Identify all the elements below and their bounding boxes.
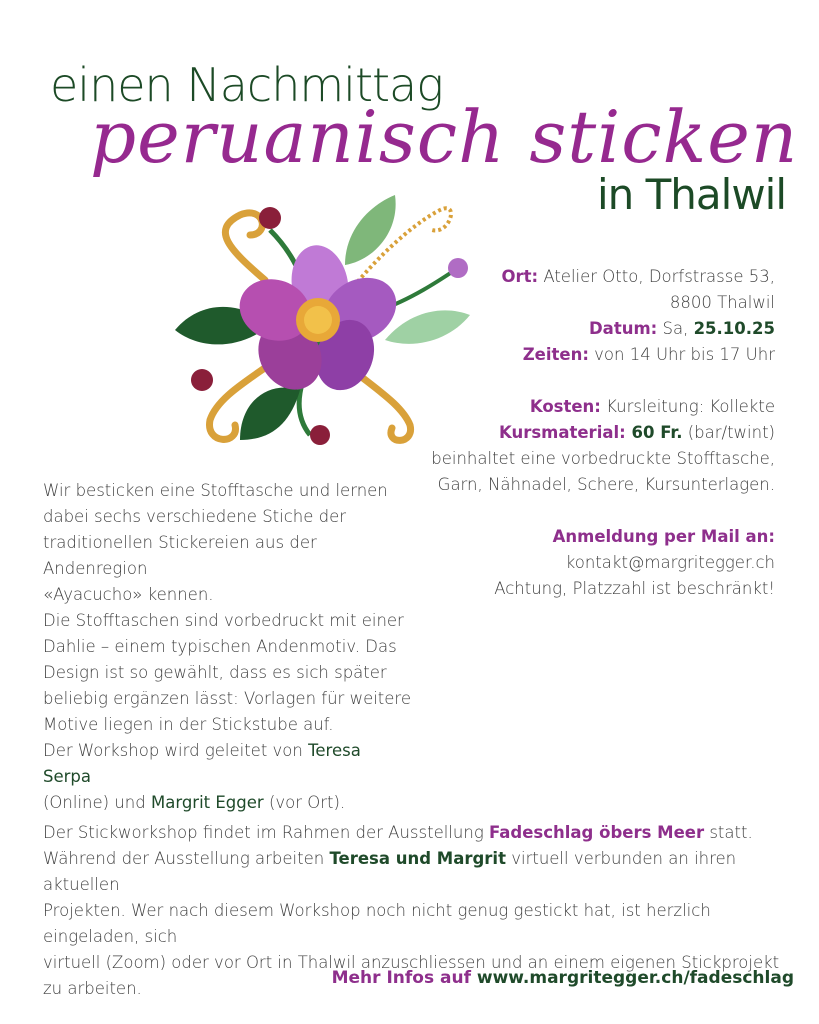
capacity-note: Achtung, Platzzahl ist beschränkt!: [494, 579, 775, 598]
instructor-name-2: Margrit Egger: [150, 793, 264, 812]
cost-line: [415, 394, 775, 420]
footer-label: Mehr Infos auf: [331, 968, 477, 988]
location-label: Ort:: [501, 267, 539, 286]
date-label: Datum:: [588, 319, 658, 338]
title-line-1: einen Nachmittag: [50, 58, 443, 112]
artist-names: Teresa und Margrit: [329, 849, 506, 868]
location-city: 8800 Thalwil: [669, 293, 775, 312]
description-line: traditionellen Stickereien aus der Andenregion: [43, 533, 317, 578]
material-payment: (bar/twint): [682, 423, 775, 442]
paragraph-line: virtuell (Zoom) oder vor Ort in Thalwil anzuschliessen und an einem eigenen Stickprojekt zu arbeiten.: [43, 953, 780, 998]
material-line: [415, 420, 775, 446]
paragraph-text: statt.: [704, 823, 753, 842]
paragraph-line: [43, 846, 803, 898]
material-desc-2: Garn, Nähnadel, Schere, Kursunterlagen.: [437, 475, 775, 494]
description-line: Die Stofftaschen sind vorbedruckt mit einer: [43, 611, 404, 630]
description-line: beliebig ergänzen lässt: Vorlagen für weitere: [43, 689, 411, 708]
description-line: Design ist so gewählt, dass es sich später: [43, 663, 387, 682]
time-value: von 14 Uhr bis 17 Uhr: [588, 345, 775, 364]
time-line: [415, 342, 775, 368]
footer-link[interactable]: www.margritegger.ch/fadeschlag: [476, 968, 794, 988]
paragraph-line: [43, 820, 803, 846]
description-line: «Ayacucho» kennen.: [43, 585, 214, 604]
event-info-block: [415, 264, 775, 602]
description-line: [43, 790, 413, 816]
exhibition-name: Fadeschlag öbers Meer: [488, 823, 705, 842]
paragraph-text: virtuell verbunden an ihren aktuellen: [43, 849, 737, 894]
location-line: [415, 264, 775, 290]
description-line: Dahlie – einem typischen Andenmotiv. Das: [43, 637, 397, 656]
description-text: Der Workshop wird geleitet von: [43, 741, 309, 760]
title-line-3: in Thalwil: [597, 170, 787, 219]
description-text: (vor Ort).: [263, 793, 346, 812]
footer-info: [332, 968, 794, 988]
workshop-description: [43, 478, 413, 816]
description-line: Motive liegen in der Stickstube auf.: [43, 715, 334, 734]
registration-email[interactable]: kontakt@margritegger.ch: [565, 553, 775, 572]
registration-label: Anmeldung per Mail an:: [552, 527, 775, 546]
instructor-name-1: Teresa Serpa: [43, 741, 361, 786]
description-line: dabei sechs verschiedene Stiche der: [43, 507, 347, 526]
material-label: Kursmaterial:: [498, 423, 626, 442]
date-value: 25.10.25: [693, 319, 775, 338]
description-text: (Online) und: [43, 793, 151, 812]
cost-label: Kosten:: [529, 397, 601, 416]
cost-value: Kursleitung: Kollekte: [600, 397, 775, 416]
location-value: Atelier Otto, Dorfstrasse 53,: [538, 267, 775, 286]
paragraph-line: Projekten. Wer nach diesem Workshop noch nicht genug gestickt hat, ist herzlich eingeladen, sich: [43, 901, 711, 946]
paragraph-text: Der Stickworkshop findet im Rahmen der Ausstellung: [43, 823, 489, 842]
date-line: [415, 316, 775, 342]
time-label: Zeiten:: [522, 345, 589, 364]
material-price: 60 Fr.: [625, 423, 683, 442]
paragraph-text: Während der Ausstellung arbeiten: [43, 849, 330, 868]
material-desc-1: beinhaltet eine vorbedruckte Stofftasche,: [431, 449, 775, 468]
date-prefix: Sa,: [657, 319, 694, 338]
description-line: [43, 738, 413, 790]
description-line: Wir besticken eine Stofftasche und lernen: [43, 481, 388, 500]
title-line-2: peruanisch sticken: [90, 95, 799, 179]
